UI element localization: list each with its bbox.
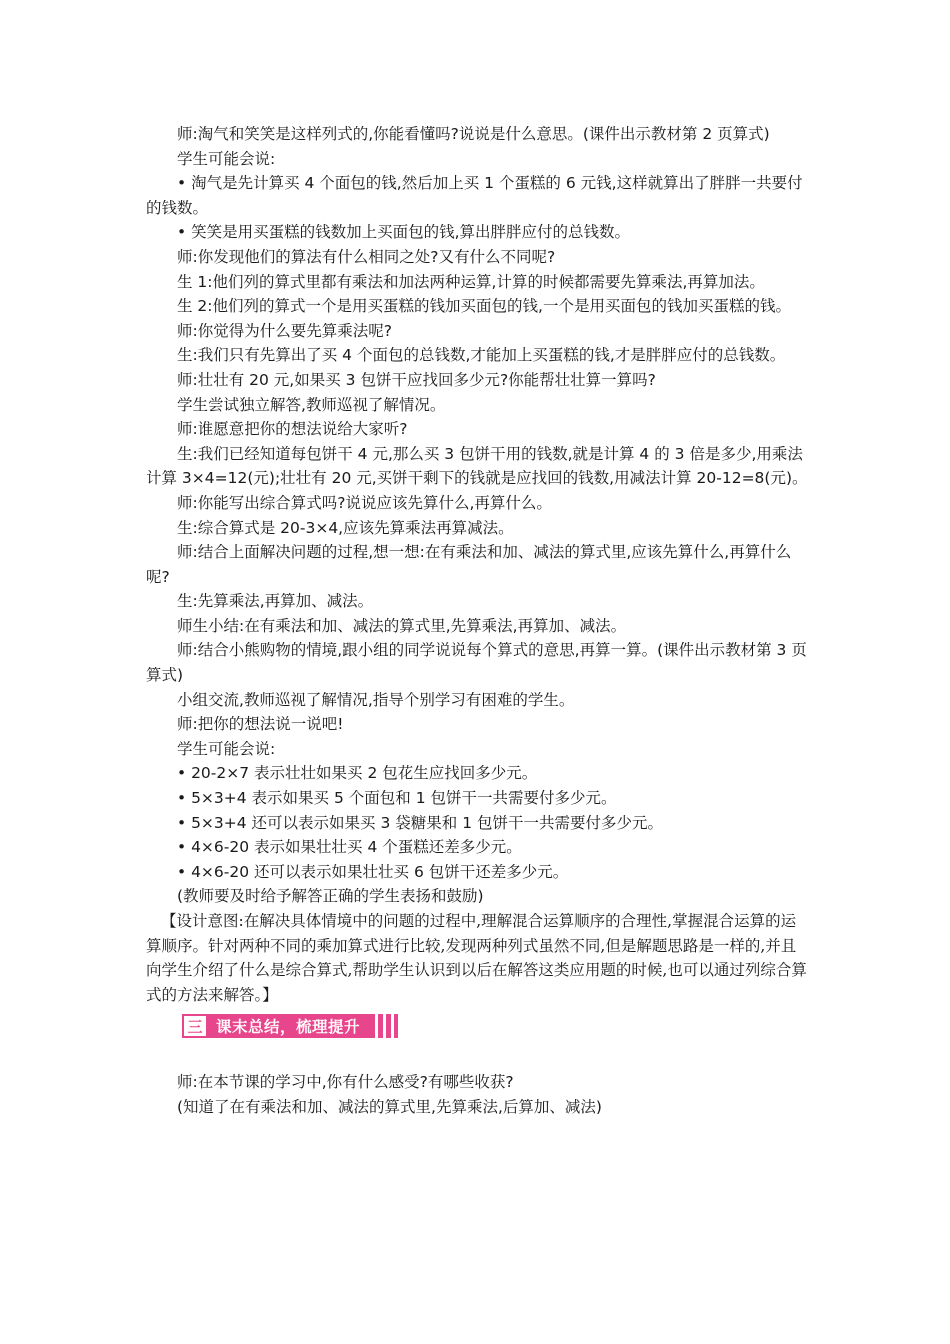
paragraph: 生:我们只有先算出了买 4 个面包的总钱数,才能加上买蛋糕的钱,才是胖胖应付的总钱数。 — [177, 346, 786, 365]
design-intent-note: 【设计意图:在解决具体情境中的问题的过程中,理解混合运算顺序的合理性,掌握混合运算的运算顺序。针对两种不同的乘加算式进行比较,发现两种列式虽然不同,但是解题思路是一样的,并且向学生介绍了什么是综合算式,帮助学生认识到以后在解答这类应用题的时候,也可以通过列综合算式的方法来解答。】 — [146, 912, 807, 1004]
bullet-item: • 4×6-20 表示如果壮壮买 4 个蛋糕还差多少元。 — [177, 838, 522, 857]
paragraph: 生 2:他们列的算式一个是用买蛋糕的钱加买面包的钱,一个是用买面包的钱加买蛋糕的钱。 — [177, 297, 791, 316]
bullet-item: • 4×6-20 还可以表示如果壮壮买 6 包饼干还差多少元。 — [177, 862, 569, 881]
paragraph: 师:你能写出综合算式吗?说说应该先算什么,再算什么。 — [177, 493, 552, 512]
bullet-item: • 5×3+4 还可以表示如果买 3 袋糖果和 1 包饼干一共需要付多少元。 — [177, 813, 663, 832]
paragraph: 师:壮壮有 20 元,如果买 3 包饼干应找回多少元?你能帮壮壮算一算吗? — [177, 370, 656, 389]
paragraph: 学生尝试独立解答,教师巡视了解情况。 — [177, 395, 446, 414]
paragraph: 师:你觉得为什么要先算乘法呢? — [177, 321, 392, 340]
bullet-item: • 20-2×7 表示壮壮如果买 2 包花生应找回多少元。 — [177, 764, 538, 783]
paragraph: 生 1:他们列的算式里都有乘法和加法两种运算,计算的时候都需要先算乘法,再算加法。 — [177, 272, 765, 291]
paragraph: 学生可能会说: — [177, 149, 276, 168]
paragraph: 学生可能会说: — [177, 739, 276, 758]
paragraph: 师:谁愿意把你的想法说给大家听? — [177, 420, 408, 439]
paragraph: 生:先算乘法,再算加、减法。 — [177, 592, 374, 611]
paragraph: 生:我们已经知道每包饼干 4 元,那么买 3 包饼干用的钱数,就是计算 4 的 3 倍是多少,用乘法计算 3×4=12(元);壮壮有 20 元,买饼干剩下的钱就是应找回的钱数,用减法计算 20-12=8(元)。 — [146, 444, 808, 488]
banner-stripes-decoration — [370, 1014, 398, 1038]
bullet-item: • 笑笑是用买蛋糕的钱数加上买面包的钱,算出胖胖应付的总钱数。 — [177, 223, 630, 242]
paragraph: 师:你发现他们的算法有什么相同之处?又有什么不同呢? — [177, 247, 556, 266]
paragraphs-bottom — [146, 1070, 810, 1119]
paragraph: (教师要及时给予解答正确的学生表扬和鼓励) — [177, 887, 484, 906]
section-title: 课末总结，梳理提升 — [216, 1018, 361, 1037]
bullet-item: • 淘气是先计算买 4 个面包的钱,然后加上买 1 个蛋糕的 6 元钱,这样就算出了胖胖一共要付的钱数。 — [146, 174, 803, 217]
paragraph: 小组交流,教师巡视了解情况,指导个别学习有困难的学生。 — [177, 690, 575, 709]
paragraph: 师:结合上面解决问题的过程,想一想:在有乘法和加、减法的算式里,应该先算什么,再算什么呢? — [146, 543, 792, 586]
paragraph: 生:综合算式是 20-3×4,应该先算乘法再算减法。 — [177, 518, 514, 537]
section-number: 三 — [182, 1014, 208, 1038]
paragraph: 师:把你的想法说一说吧! — [177, 715, 344, 734]
paragraph: 师:淘气和笑笑是这样列式的,你能看懂吗?说说是什么意思。(课件出示教材第 2 页算式) — [177, 125, 770, 143]
paragraph: 师:结合小熊购物的情境,跟小组的同学说说每个算式的意思,再算一算。(课件出示教材第 3 页算式) — [146, 641, 807, 685]
paragraphs-top — [146, 122, 810, 909]
bullet-item: • 5×3+4 表示如果买 5 个面包和 1 包饼干一共需要付多少元。 — [177, 789, 617, 808]
section-banner — [182, 1014, 810, 1040]
document-page — [146, 122, 810, 1120]
paragraph: 师:在本节课的学习中,你有什么感受?有哪些收获? — [177, 1073, 514, 1092]
paragraph: 师生小结:在有乘法和加、减法的算式里,先算乘法,再算加、减法。 — [177, 616, 627, 635]
paragraph: (知道了在有乘法和加、减法的算式里,先算乘法,后算加、减法) — [177, 1097, 602, 1116]
